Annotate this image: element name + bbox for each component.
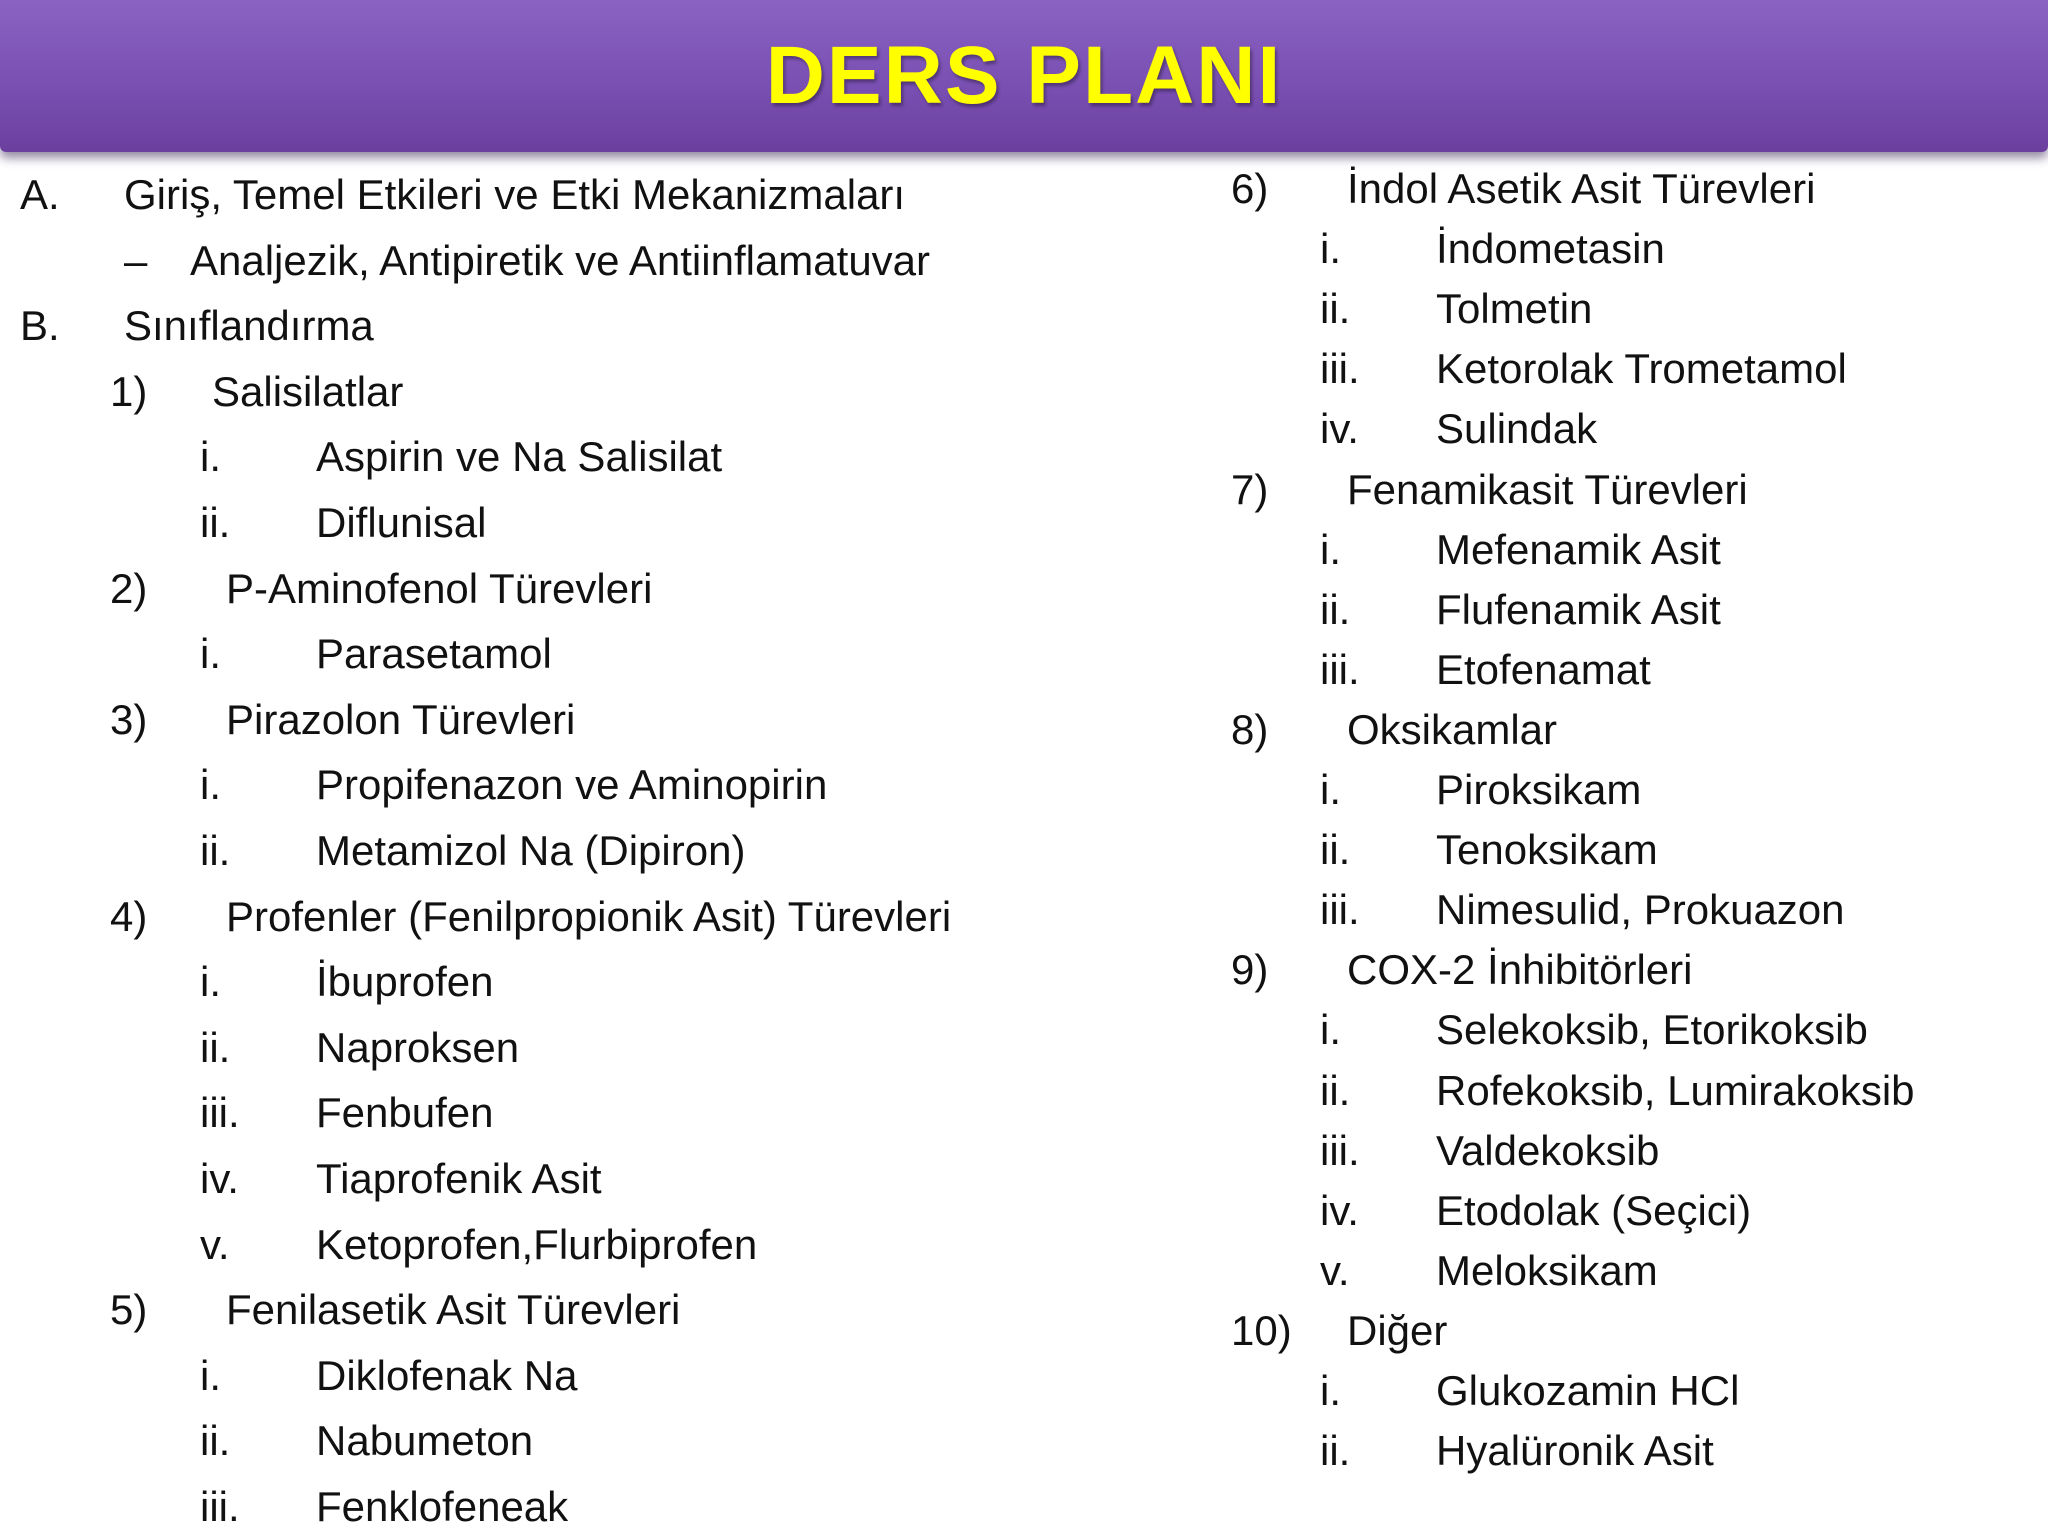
outline-marker: ii. [1320, 1427, 1351, 1475]
outline-marker: v. [1320, 1246, 1350, 1294]
outline-marker: i. [1320, 525, 1341, 573]
outline-text: Glukozamin HCl [1436, 1367, 1740, 1414]
outline-marker: i. [1320, 1006, 1341, 1054]
outline-marker: 8) [1231, 705, 1269, 753]
outline-text: Aspirin ve Na Salisilat [316, 433, 723, 481]
outline-marker: 10) [1231, 1306, 1292, 1354]
outline-marker: i. [200, 630, 221, 678]
outline-text: Pirazolon Türevleri [226, 695, 576, 743]
outline-marker: i. [1320, 1367, 1341, 1414]
outline-text: Hyalüronik Asit [1436, 1427, 1714, 1475]
outline-marker: 9) [1231, 946, 1269, 994]
outline-marker: i. [200, 958, 221, 1006]
outline-text: Nabumeton [316, 1417, 534, 1465]
outline-text: Giriş, Temel Etkileri ve Etki Mekanizmaları [124, 171, 906, 218]
outline-text: İbuprofen [316, 958, 494, 1006]
outline-text: Mefenamik Asit [1436, 525, 1721, 573]
outline-text: Piroksikam [1436, 766, 1642, 813]
outline-marker: – [124, 236, 148, 284]
outline-marker: 4) [110, 892, 148, 940]
outline-marker: iii. [200, 1483, 240, 1530]
outline-text: Sulindak [1436, 405, 1598, 453]
outline-marker: 6) [1231, 165, 1269, 212]
outline-text: Tiaprofenik Asit [316, 1155, 602, 1202]
outline-text: Meloksikam [1436, 1246, 1658, 1294]
outline-marker: iii. [1320, 345, 1360, 393]
outline-text: Fenklofeneak [316, 1483, 569, 1530]
outline-text: P-Aminofenol Türevleri [226, 564, 653, 612]
outline-marker: i. [200, 761, 221, 809]
outline-marker: 2) [110, 564, 148, 612]
outline-marker: i. [1320, 766, 1341, 813]
page-title: DERS PLANI [765, 30, 1283, 121]
outline-marker: v. [200, 1220, 230, 1268]
outline-marker: i. [200, 433, 221, 481]
outline-text: Metamizol Na (Dipiron) [316, 827, 746, 874]
outline-marker: iii. [1320, 1126, 1360, 1174]
outline-marker: iii. [1320, 886, 1360, 934]
outline-text: Profenler (Fenilpropionik Asit) Türevleri [226, 892, 952, 940]
outline-marker: iii. [1320, 645, 1360, 693]
outline-text: Ketoprofen,Flurbiprofen [316, 1220, 758, 1268]
outline-text: Flufenamik Asit [1436, 585, 1721, 633]
outline-text: Naproksen [316, 1023, 520, 1071]
outline-marker: 7) [1231, 465, 1269, 513]
outline-text: Tenoksikam [1436, 826, 1658, 874]
outline-text: Propifenazon ve Aminopirin [316, 761, 828, 809]
outline-text: Sınıflandırma [124, 302, 374, 350]
outline-marker: iv. [1320, 1186, 1359, 1234]
outline-marker: iv. [1320, 405, 1359, 453]
outline-text: Parasetamol [316, 630, 552, 678]
outline-marker: i. [200, 1351, 221, 1399]
outline-text: Etofenamat [1436, 645, 1651, 693]
outline-marker: 5) [110, 1286, 148, 1334]
outline-text: COX-2 İnhibitörleri [1347, 946, 1693, 994]
outline-text: Valdekoksib [1436, 1126, 1660, 1174]
outline-marker: B. [20, 302, 60, 350]
outline-text: Diklofenak Na [316, 1351, 578, 1399]
outline-marker: A. [20, 171, 60, 218]
outline-text: Analjezik, Antipiretik ve Antiinflamatuvar [190, 236, 931, 284]
outline-text: Tolmetin [1436, 285, 1593, 333]
outline-marker: iii. [200, 1089, 240, 1137]
outline-text: Fenamikasit Türevleri [1347, 465, 1748, 513]
outline-marker: 1) [110, 367, 148, 415]
outline-marker: 3) [110, 695, 148, 743]
outline-text: Diğer [1347, 1306, 1448, 1354]
outline-marker: ii. [200, 499, 231, 546]
outline-marker: ii. [1320, 1066, 1351, 1114]
outline-text: Diflunisal [316, 499, 487, 546]
outline-marker: ii. [1320, 585, 1351, 633]
outline-marker: ii. [200, 827, 231, 874]
outline-marker: i. [1320, 225, 1341, 273]
outline-text: Ketorolak Trometamol [1436, 345, 1847, 393]
outline-text: Salisilatlar [212, 367, 404, 415]
outline-text: Rofekoksib, Lumirakoksib [1436, 1066, 1915, 1114]
outline-text: Fenbufen [316, 1089, 494, 1137]
outline-marker: iv. [200, 1155, 239, 1202]
outline-text: Nimesulid, Prokuazon [1436, 886, 1845, 934]
outline-marker: ii. [1320, 826, 1351, 874]
outline-text: Oksikamlar [1347, 705, 1558, 753]
outline-text: Selekoksib, Etorikoksib [1436, 1006, 1868, 1054]
outline-text: İndometasin [1436, 225, 1665, 273]
outline-text: Fenilasetik Asit Türevleri [226, 1286, 681, 1334]
outline-marker: ii. [1320, 285, 1351, 333]
outline-text: Etodolak (Seçici) [1436, 1186, 1752, 1234]
outline-marker: ii. [200, 1417, 231, 1465]
outline-text: İndol Asetik Asit Türevleri [1347, 165, 1816, 212]
outline-marker: ii. [200, 1023, 231, 1071]
